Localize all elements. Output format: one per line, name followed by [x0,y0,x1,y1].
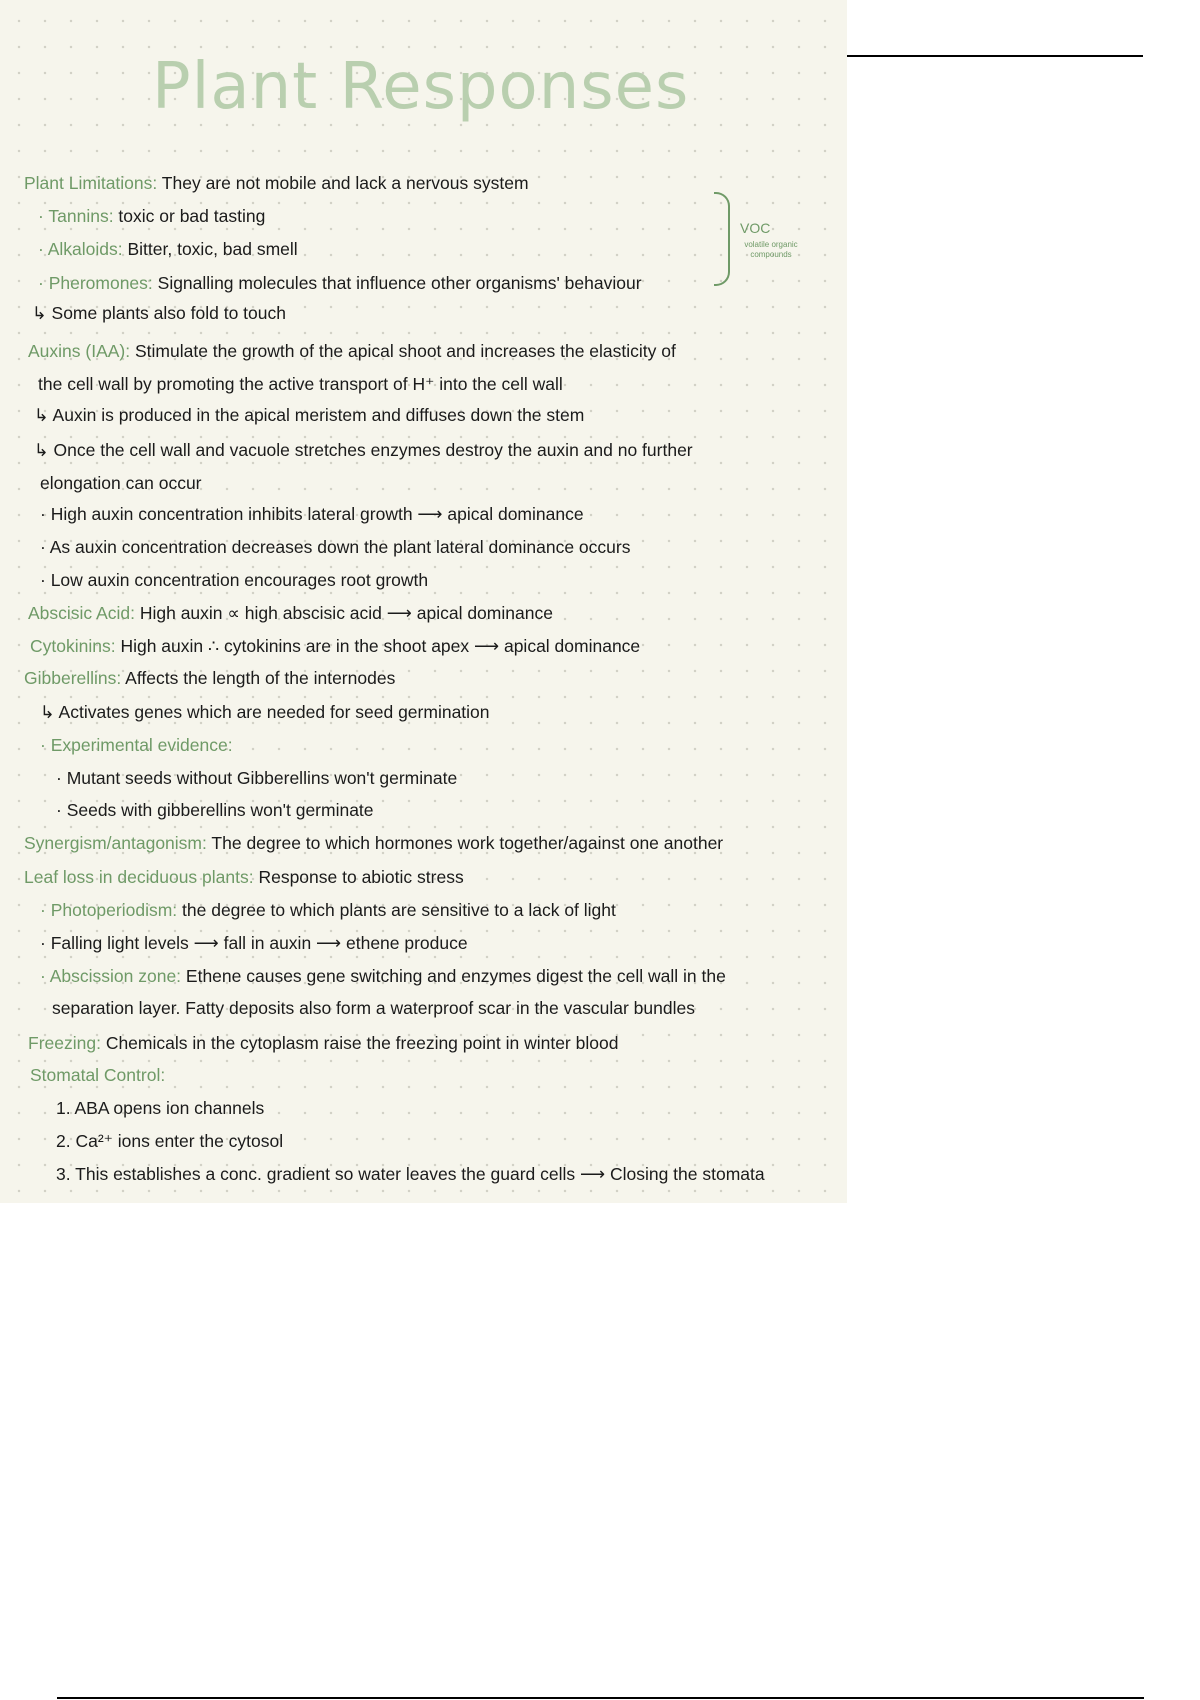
note-line [40,932,468,954]
note-line [56,1097,264,1119]
note-text: Bitter, toxic, bad smell [122,239,298,259]
note-text: separation layer. Fatty deposits also form a waterproof scar in the vascular bundles [52,998,695,1018]
note-text: 3. This establishes a conc. gradient so water leaves the guard cells ⟶ Closing the stomata [56,1164,765,1184]
note-line [40,472,202,494]
note-line [40,536,630,558]
note-text: 1. ABA opens ion channels [56,1098,265,1118]
note-line [24,832,723,854]
note-line [32,302,286,324]
bottom-rule [57,1697,1144,1699]
note-heading: Plant Limitations: [24,173,158,193]
note-text: Chemicals in the cytoplasm raise the freezing point in winter blood [100,1033,619,1053]
note-heading: · Tannins: [38,206,114,226]
note-heading: · Alkaloids: [38,239,123,259]
note-line [56,799,374,821]
note-line [40,503,584,525]
note-line [28,1032,618,1054]
note-line [38,205,265,227]
page-title: Plant Responses [152,50,690,124]
note-line [56,1163,765,1185]
note-line [40,965,726,987]
note-text: toxic or bad tasting [113,206,266,226]
note-heading: Synergism/antagonism: [24,833,207,853]
note-text: ↳ Auxin is produced in the apical meristem and diffuses down the stem [34,405,585,425]
voc-label: VOC [740,220,771,236]
note-text: Signalling molecules that influence other organisms' behaviour [152,273,642,293]
note-heading: Abscisic Acid: [28,603,135,623]
note-line [38,272,642,294]
note-heading: · Abscission zone: [40,966,182,986]
top-rule [847,55,1143,57]
note-heading: Stomatal Control: [30,1065,166,1085]
note-text: ↳ Once the cell wall and vacuole stretches enzymes destroy the auxin and no further [34,440,693,460]
note-text: Affects the length of the internodes [121,668,396,688]
note-line [40,569,428,591]
note-text: ↳ Some plants also fold to touch [32,303,286,323]
note-line [40,701,490,723]
note-line [52,997,695,1019]
note-text: High auxin ∴ cytokinins are in the shoot apex ⟶ apical dominance [115,636,641,656]
note-text: · High auxin concentration inhibits lateral growth ⟶ apical dominance [40,504,584,524]
note-heading: Freezing: [28,1033,101,1053]
note-line [28,602,553,624]
note-text: Stimulate the growth of the apical shoot and increases the elasticity of [130,341,676,361]
note-line [38,373,563,395]
note-text: · As auxin concentration decreases down the plant lateral dominance occurs [40,537,631,557]
note-line [30,1064,165,1086]
note-line [24,866,464,888]
note-line [28,340,676,362]
note-text: · Seeds with gibberellins won't germinate [56,800,374,820]
note-line [24,667,395,689]
note-text: Response to abiotic stress [253,867,464,887]
note-page [0,0,847,1203]
voc-bracket [714,192,730,286]
note-line [34,439,693,461]
note-heading: Auxins (IAA): [28,341,131,361]
note-text: · Mutant seeds without Gibberellins won't germinate [56,768,458,788]
note-heading: · Pheromones: [38,273,153,293]
note-text: The degree to which hormones work together/against one another [206,833,724,853]
voc-sublabel: volatile organic compounds [744,240,798,259]
note-text: Ethene causes gene switching and enzymes digest the cell wall in the [181,966,726,986]
note-line [56,1130,283,1152]
note-text: · Falling light levels ⟶ fall in auxin ⟶ ethene produce [40,933,468,953]
note-line [56,767,457,789]
note-heading: Gibberellins: [24,668,122,688]
note-text: the cell wall by promoting the active transport of H⁺ into the cell wall [38,374,563,394]
note-text: elongation can occur [40,473,202,493]
note-heading: · Photoperiodism: [40,900,178,920]
note-line [40,734,233,756]
note-text: the degree to which plants are sensitive to a lack of light [177,900,616,920]
note-line [38,238,298,260]
note-line [34,404,584,426]
note-text: 2. Ca²⁺ ions enter the cytosol [56,1131,284,1151]
note-line [40,899,616,921]
note-text: · Low auxin concentration encourages root growth [40,570,429,590]
note-line [24,172,529,194]
note-heading: · Experimental evidence: [40,735,233,755]
note-heading: Leaf loss in deciduous plants: [24,867,254,887]
note-text: They are not mobile and lack a nervous system [157,173,529,193]
note-text: High auxin ∝ high abscisic acid ⟶ apical dominance [134,603,553,623]
note-line [30,635,640,657]
note-heading: Cytokinins: [30,636,116,656]
note-text: ↳ Activates genes which are needed for seed germination [40,702,490,722]
